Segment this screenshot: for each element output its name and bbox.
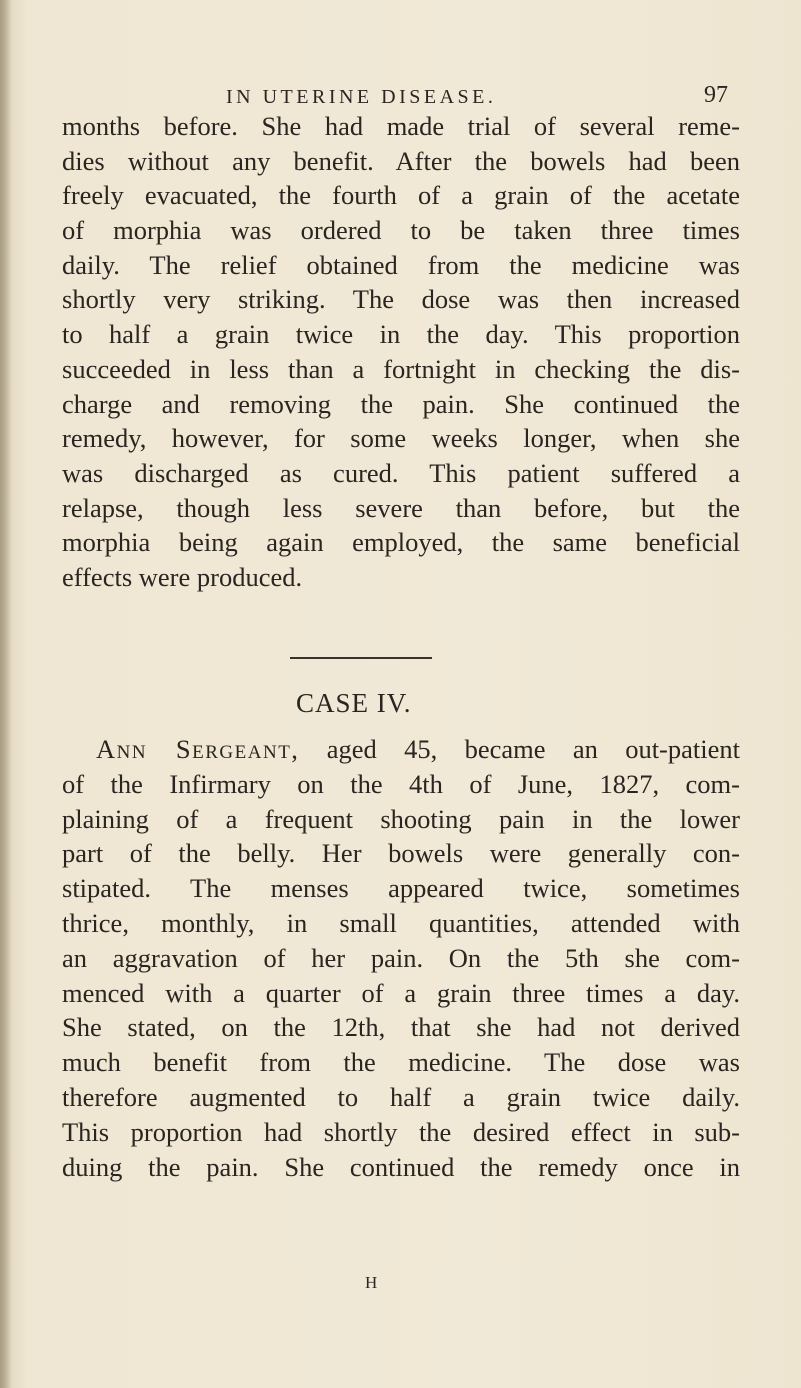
text-line: much benefit from the medicine. The dose was xyxy=(62,1047,740,1078)
text-line: freely evacuated, the fourth of a grain of the acetate xyxy=(62,180,740,211)
signature-mark: H xyxy=(365,1273,379,1292)
text-line: morphia being again employed, the same beneficial xyxy=(62,527,740,558)
text-line: part of the belly. Her bowels were generally con- xyxy=(62,838,740,869)
text-line: effects were produced. xyxy=(62,561,303,592)
text-line: of morphia was ordered to be taken three times xyxy=(62,215,740,246)
text-line: duing the pain. She continued the remedy once in xyxy=(62,1151,740,1182)
text-line: charge and removing the pain. She continued the xyxy=(62,388,740,419)
text-line: succeeded in less than a fortnight in checking the dis- xyxy=(62,353,740,384)
running-head: IN UTERINE DISEASE. xyxy=(226,86,497,108)
text-line: relapse, though less severe than before, but the xyxy=(62,492,740,523)
text-line: of the Infirmary on the 4th of June, 1827, com- xyxy=(62,768,740,799)
text-line: to half a grain twice in the day. This proportion xyxy=(62,319,740,350)
text-line: therefore augmented to half a grain twice daily. xyxy=(62,1081,740,1112)
page-number: 97 xyxy=(704,82,728,108)
text-line-first xyxy=(62,732,740,767)
section-divider xyxy=(290,657,432,659)
text-line: She stated, on the 12th, that she had not derived xyxy=(62,1012,740,1043)
text-line: plaining of a frequent shooting pain in the lower xyxy=(62,803,740,834)
text-line: an aggravation of her pain. On the 5th she com- xyxy=(62,942,740,973)
text-line: stipated. The menses appeared twice, sometimes xyxy=(62,873,740,904)
text-line: dies without any benefit. After the bowels had been xyxy=(62,145,740,176)
text-line: thrice, monthly, in small quantities, attended with xyxy=(62,907,740,938)
gutter-shadow xyxy=(0,0,12,1388)
text-line: shortly very striking. The dose was then increased xyxy=(62,284,740,315)
text-line: daily. The relief obtained from the medicine was xyxy=(62,249,740,280)
case-heading: CASE IV. xyxy=(296,688,412,718)
text-line: menced with a quarter of a grain three times a day. xyxy=(62,977,740,1008)
text-line: months before. She had made trial of several reme- xyxy=(62,111,740,141)
text-line: This proportion had shortly the desired effect in sub- xyxy=(62,1116,740,1147)
paragraph-1 xyxy=(62,109,740,595)
text-line: was discharged as cured. This patient suffered a xyxy=(62,457,740,488)
patient-name: Ann Sergeant, xyxy=(96,734,300,764)
paragraph-2 xyxy=(62,732,740,1184)
first-line-rest: aged 45, became an out-patient xyxy=(299,734,740,764)
text-line: remedy, however, for some weeks longer, when she xyxy=(62,423,740,454)
